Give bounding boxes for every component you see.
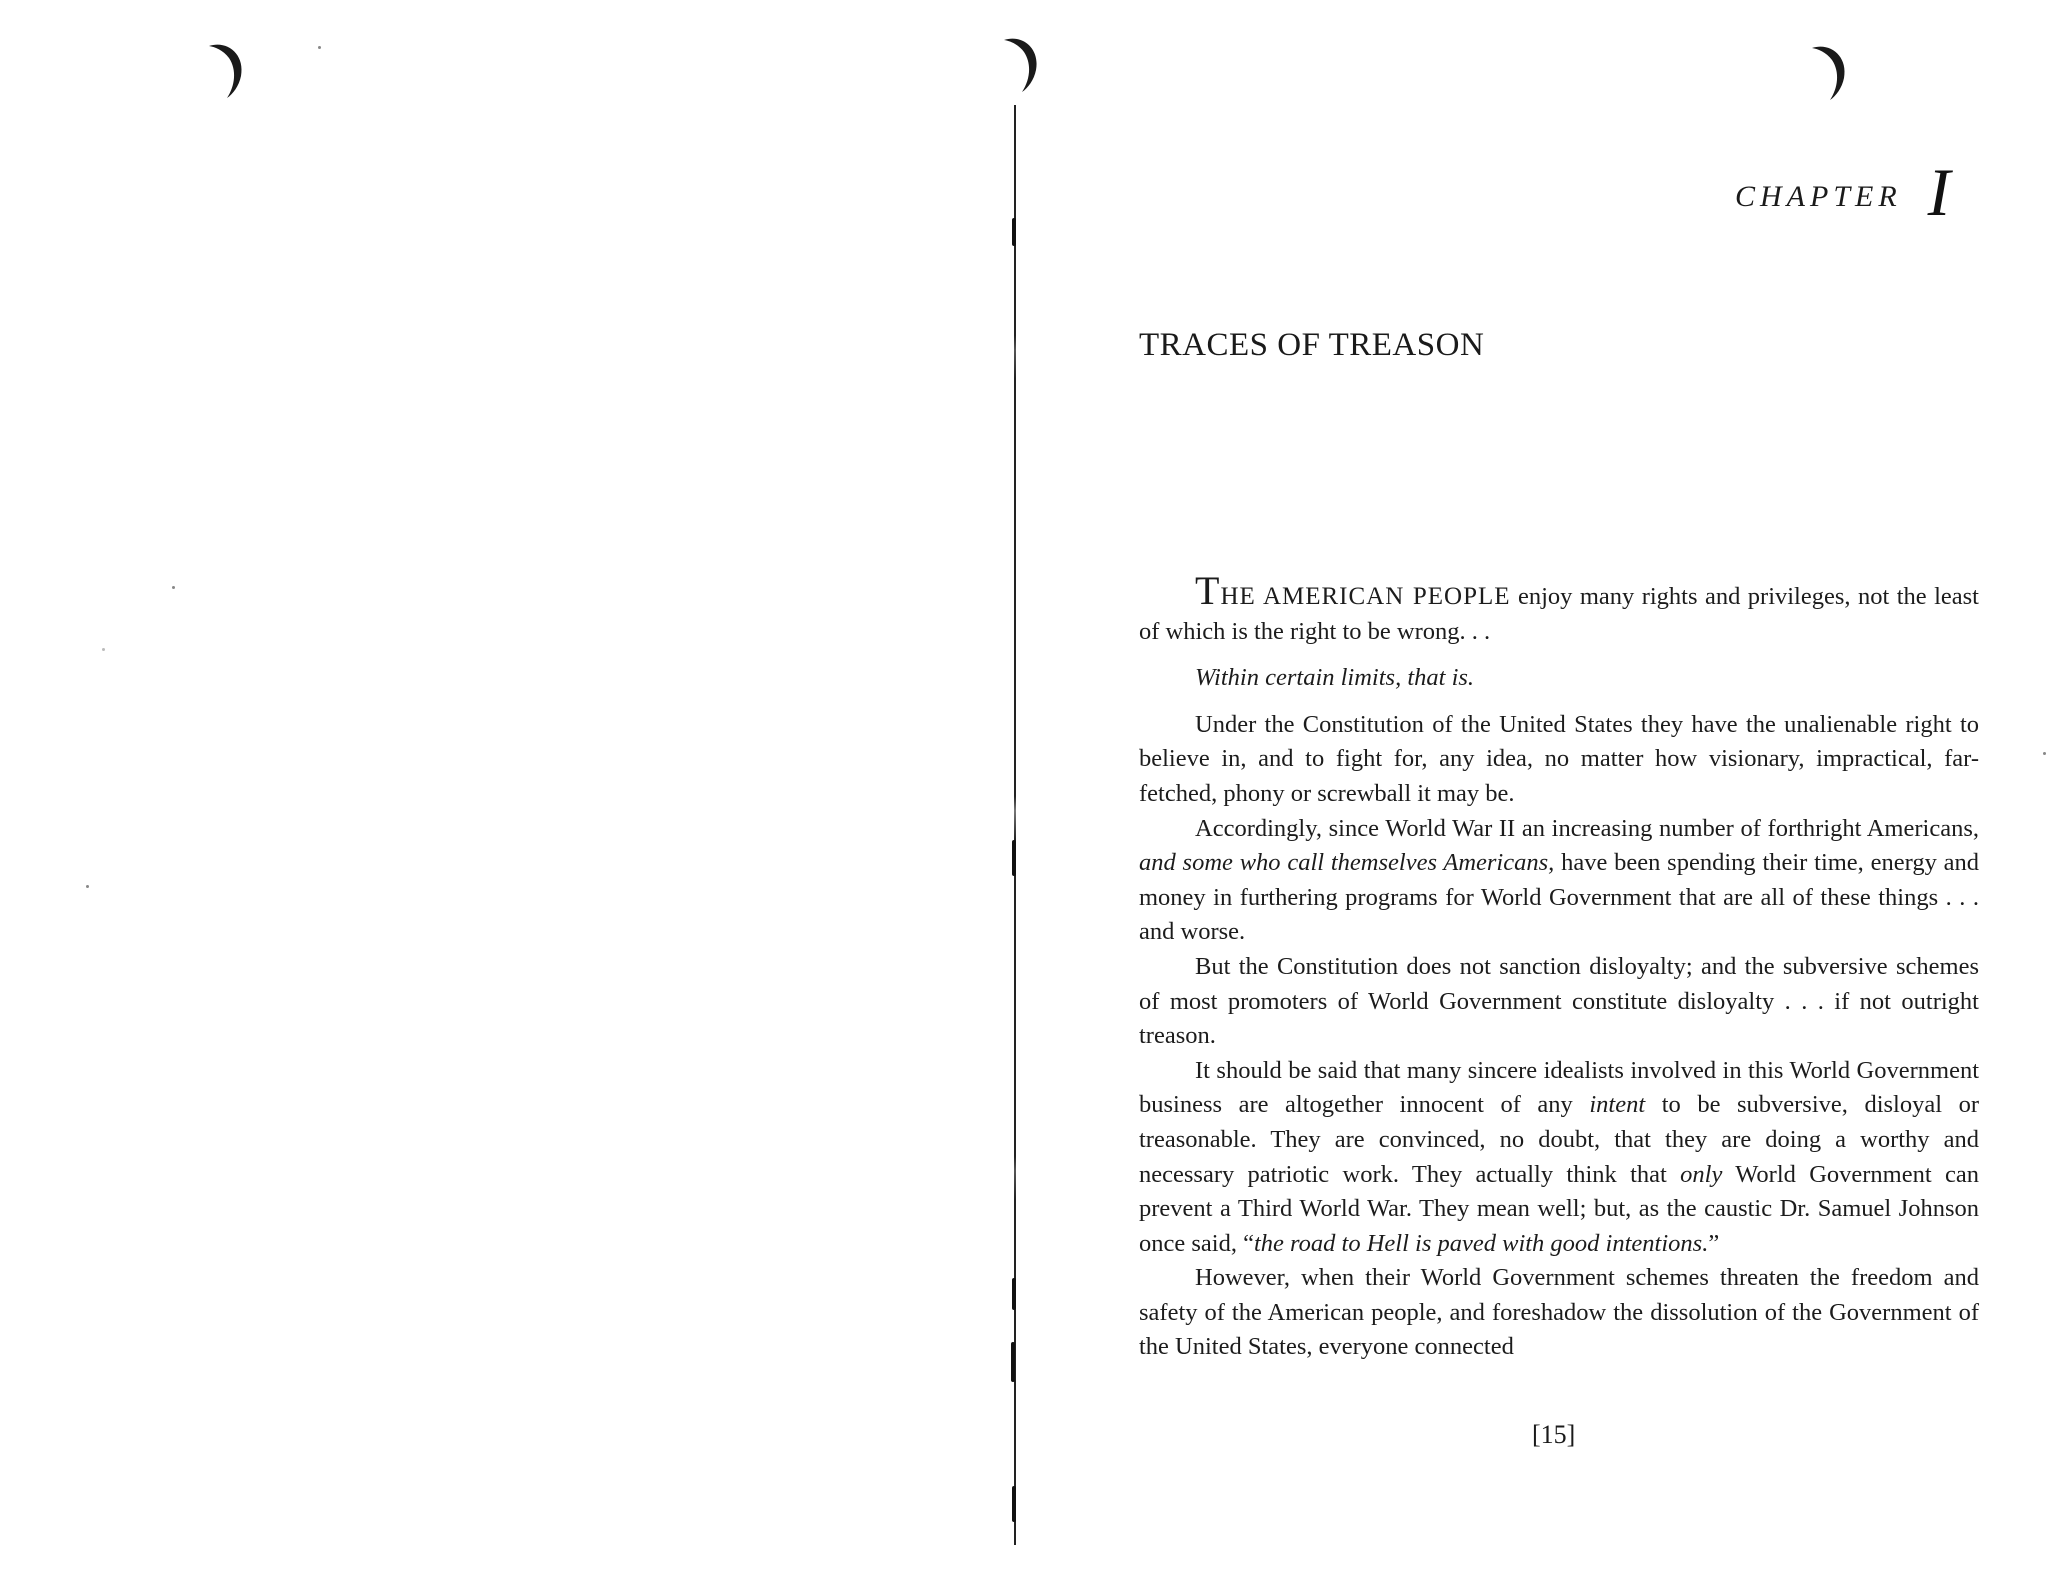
left-page <box>0 0 1010 1579</box>
speck <box>86 885 89 888</box>
paragraph-text: Accordingly, since World War II an increasing number of forthright Americans, <box>1195 814 1979 842</box>
paragraph-text: have been spending their time, energy and money in furthering programs for World Government that are all of these things . . . and worse. <box>1139 849 1979 946</box>
paragraph-text: It should be said that many sincere idealists involved in this World Government business are altogether innocent of any <box>1139 1056 1979 1119</box>
crescent-mark-icon <box>205 40 249 98</box>
speck <box>102 648 105 651</box>
crescent-mark-icon <box>1808 42 1852 100</box>
chapter-body <box>1139 568 1979 1365</box>
chapter-label: CHAPTER <box>1735 180 1902 213</box>
speck <box>172 586 175 589</box>
chapter-numeral: I <box>1927 154 1951 230</box>
paragraph-text: World Government can prevent a Third World War. They mean well; but, as the caustic Dr. Samuel Johnson once said, “ <box>1139 1160 1979 1257</box>
paragraph-text: But the Constitution does not sanction disloyalty; and the subversive schemes of most promoters of World Government constitute disloyalty . . . if not outright treason. <box>1139 952 1979 1050</box>
paragraph-text: ” <box>1708 1229 1720 1257</box>
italic-text: intent <box>1589 1091 1646 1119</box>
chapter-heading <box>1735 154 1951 230</box>
drop-cap: T <box>1195 568 1221 613</box>
chapter-title: TRACES OF TREASON <box>1139 327 1485 363</box>
paragraph-text: enjoy many rights and privileges, not the least of which is the right to be wrong. . . <box>1139 583 1979 645</box>
opening-caps: HE AMERICAN PEOPLE <box>1220 583 1511 610</box>
paragraph-text: Under the Constitution of the United States they have the unalienable right to believe in, and to fight for, any idea, no matter how visionary, impractical, far-fetched, phony or screwball it may be. <box>1139 710 1979 807</box>
italic-quote: the road to Hell is paved with good intentions. <box>1253 1229 1709 1257</box>
italic-text: and some who call themselves Americans, <box>1139 849 1555 877</box>
paragraph-3 <box>1139 708 1979 812</box>
page-number: [15] <box>1532 1420 1576 1449</box>
italic-text: only <box>1680 1160 1723 1188</box>
paragraph-text: to be subversive, disloyal or treasonable. They are convinced, no doubt, that they are doing a worthy and necessary patriotic work. They actually think that <box>1139 1091 1979 1188</box>
italic-text: Within certain limits, that is. <box>1195 664 1475 692</box>
speck <box>2043 752 2046 755</box>
paragraph-1 <box>1139 568 1979 649</box>
paragraph-2 <box>1139 661 1979 696</box>
paragraph-7 <box>1139 1261 1979 1365</box>
paragraph-6 <box>1139 1054 1979 1262</box>
paragraph-text: However, when their World Government schemes threaten the freedom and safety of the American people, and foreshadow the dissolution of the Government of the United States, everyone connected <box>1139 1264 1979 1361</box>
paragraph-4 <box>1139 812 1979 950</box>
speck <box>318 46 321 49</box>
paragraph-5 <box>1139 950 1979 1054</box>
